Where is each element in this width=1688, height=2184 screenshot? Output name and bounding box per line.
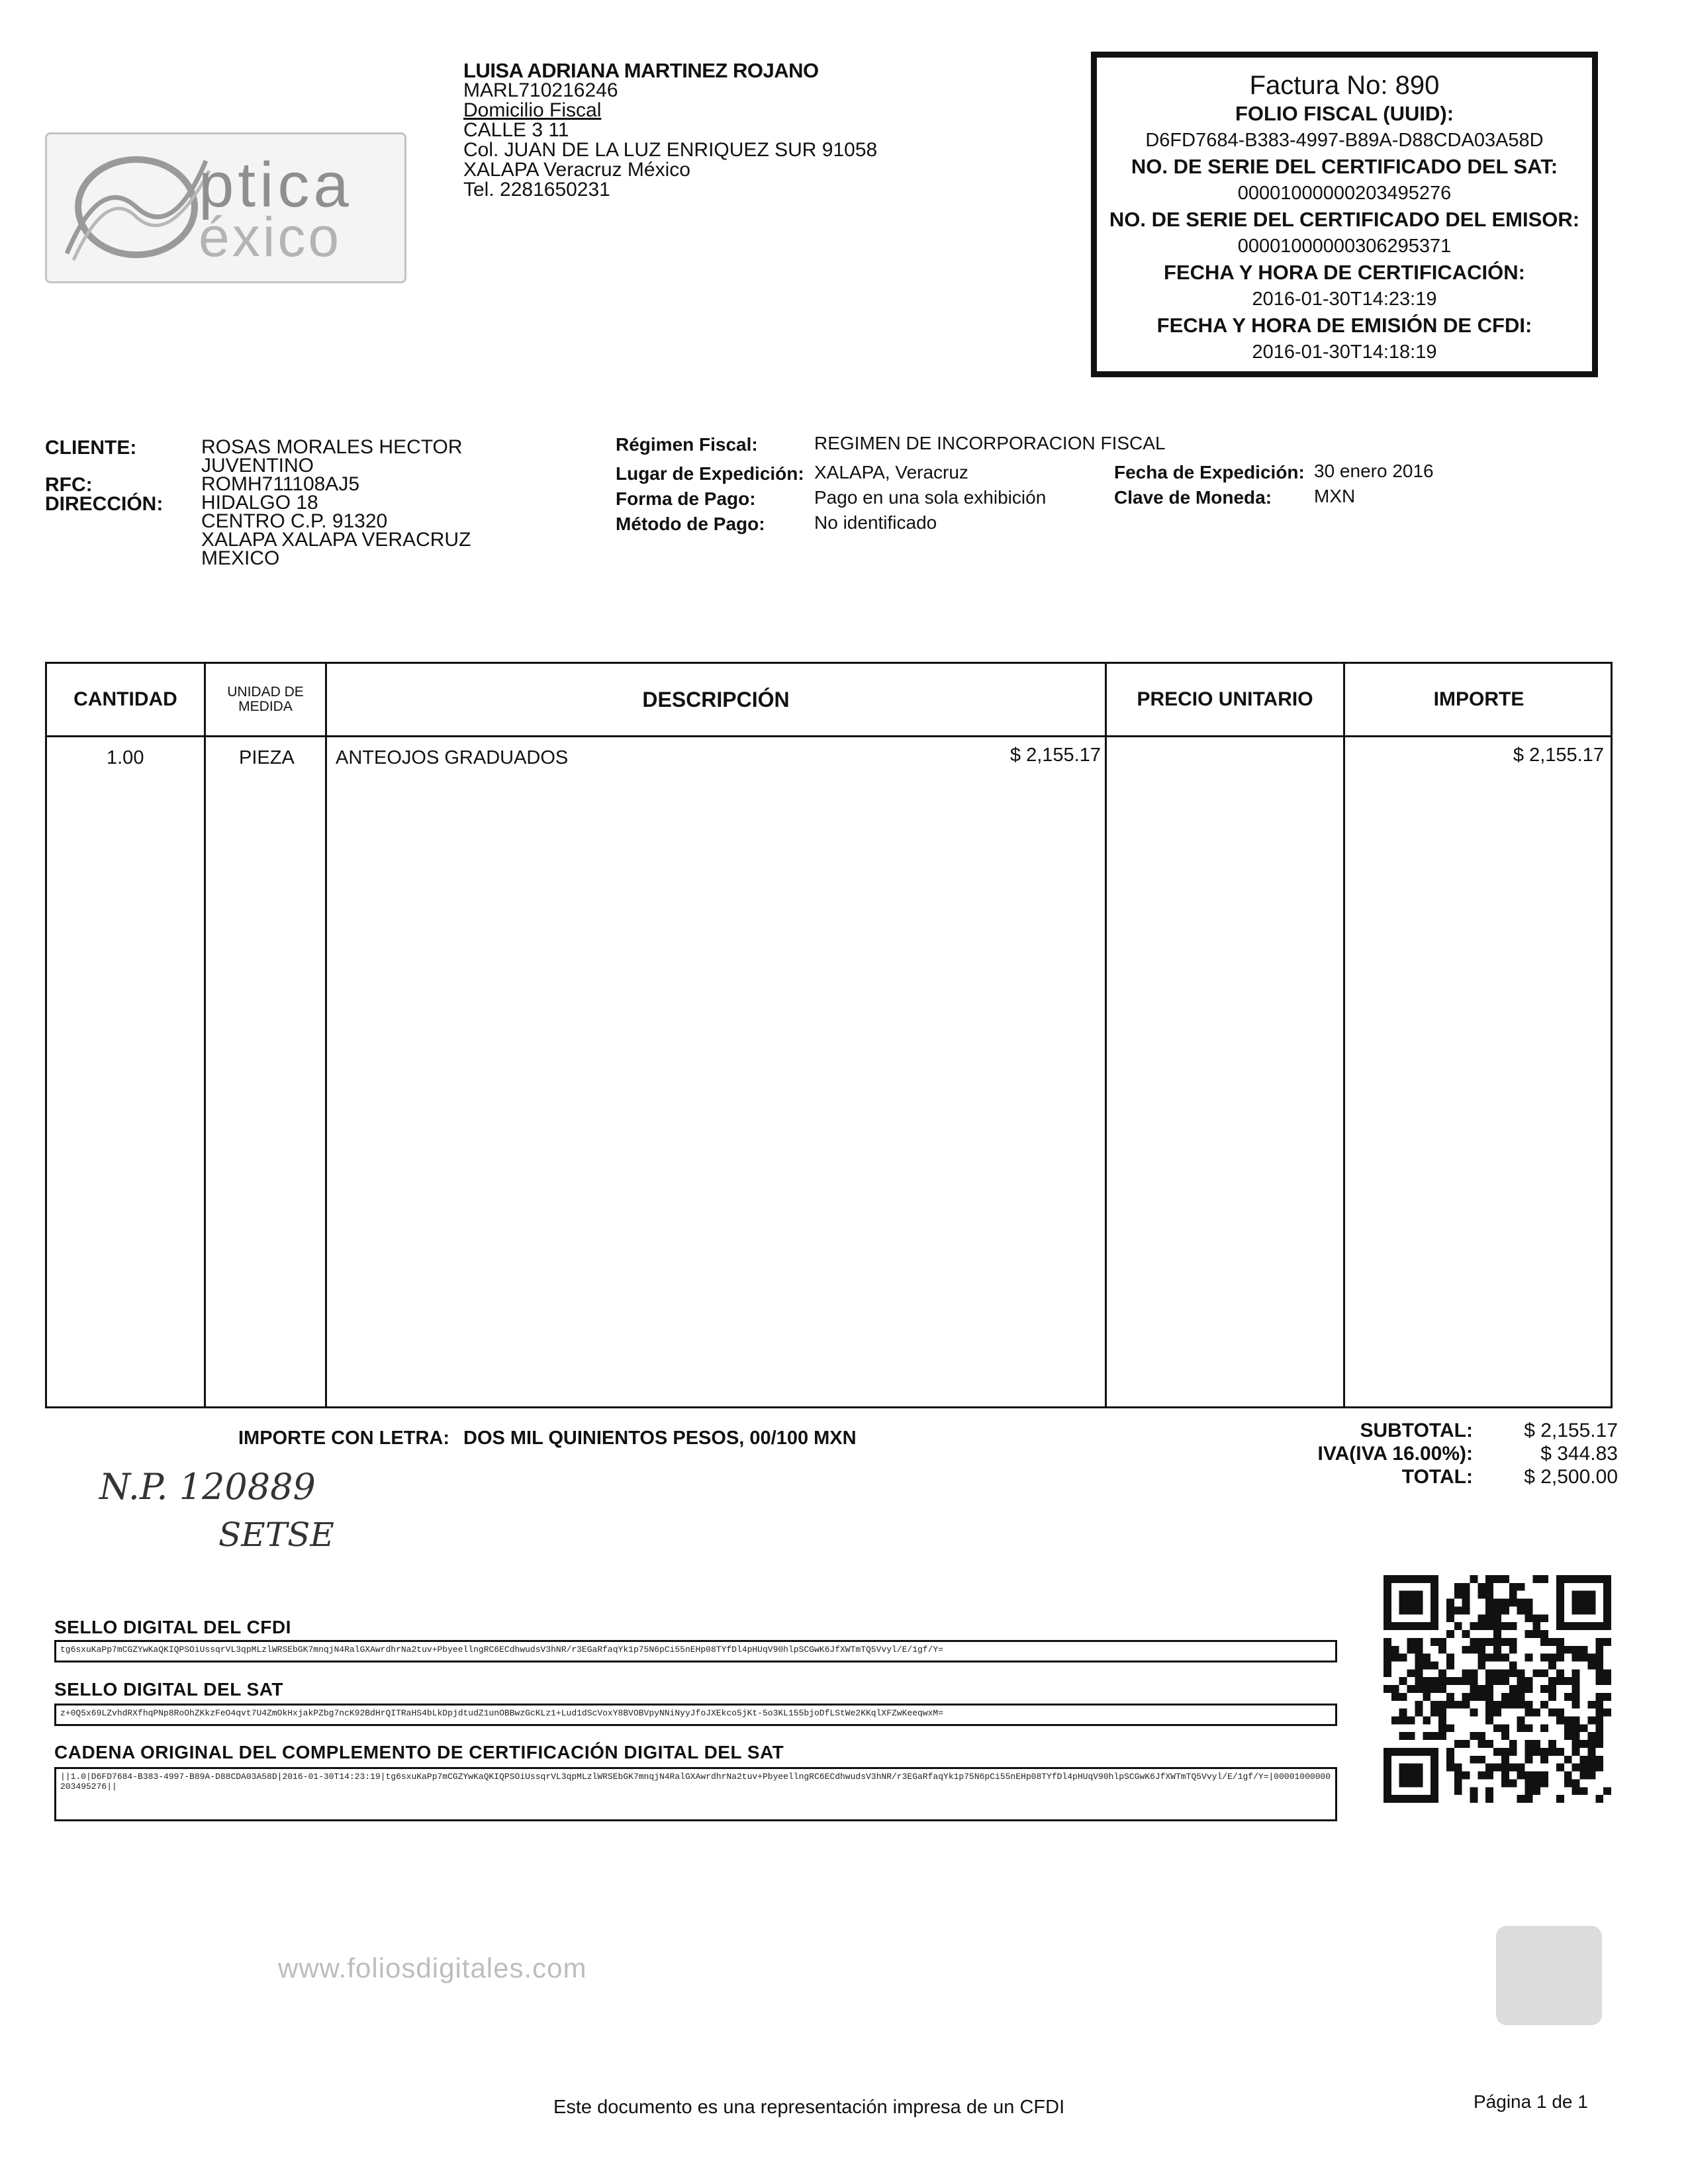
logo-emblem-icon <box>60 148 212 267</box>
header-descripcion: DESCRIPCIÓN <box>642 687 790 711</box>
uuid-value: D6FD7684-B383-4997-B89A-D88CDA03A58D <box>1145 130 1544 151</box>
emisor-cert-label: NO. DE SERIE DEL CERTIFICADO DEL EMISOR: <box>1109 208 1580 231</box>
header-unidad-line1: UNIDAD DE <box>227 684 304 700</box>
items-table <box>45 662 1613 1408</box>
client-label: CLIENTE: <box>45 437 137 459</box>
rfc-label: RFC: <box>45 474 93 496</box>
emisor-cert-value: 00001000000306295371 <box>1237 236 1452 257</box>
emission-date-value: 2016-01-30T14:18:19 <box>1252 341 1437 363</box>
client-name-line2: JUVENTINO <box>201 455 314 477</box>
pac-seal-icon <box>1496 1926 1602 2025</box>
issuer-name: LUISA ADRIANA MARTINEZ ROJANO <box>463 59 819 82</box>
amount-letters-label: IMPORTE CON LETRA: <box>238 1428 449 1449</box>
cadena-value: ||1.0|D6FD7684-B383-4997-B89A-D88CDA03A58D|2016-01-30T14:23:19|tg6sxuKaPp7mCGZYwKaQKIQPSOiUssqrVL3qpMLzlWRSEbGK7mnqjN4RalGXAwrdhrNa2tuv+PbyeellngRC6ECdhwudsV3hNR/r3EGaRfaqYk1p75N6pCi55nEHp08TYfDl4pHUqV90hlpSCGwK6JfXWTmTQ5Vvyl/E/1gf/Y=|00001000000203495276|| <box>54 1767 1337 1821</box>
metodo-label: Método de Pago: <box>616 514 765 534</box>
watermark-site: www.foliosdigitales.com <box>278 1952 587 1983</box>
subtotal-label: SUBTOTAL: <box>1360 1420 1473 1441</box>
issuer-rfc: MARL710216246 <box>463 79 618 101</box>
issuer-colonia: Col. JUAN DE LA LUZ ENRIQUEZ SUR 91058 <box>463 139 878 161</box>
header-precio: PRECIO UNITARIO <box>1137 688 1313 710</box>
sello-cfdi-value: tg6sxuKaPp7mCGZYwKaQKIQPSOiUssqrVL3qpMLzlWRSEbGK7mnqjN4RalGXAwrdhrNa2tuv+PbyeellngRC6ECdhwudsV3hNR/r3EGaRfaqYk1p75N6pCi55nEHp08TYfDl4pHUqV90hlpSCGwK6JfXWTmTQ5Vvyl/E/1gf/Y= <box>54 1640 1337 1662</box>
metodo-value: No identificado <box>814 512 937 533</box>
issuer-fiscal-label: Domicilio Fiscal <box>463 99 602 121</box>
logo-text-line2: éxico <box>199 206 342 268</box>
regimen-value: REGIMEN DE INCORPORACION FISCAL <box>814 433 1166 453</box>
header-unidad <box>206 664 325 735</box>
amount-letters-value: DOS MIL QUINIENTOS PESOS, 00/100 MXN <box>463 1428 857 1449</box>
client-address-block <box>201 438 471 568</box>
sello-cfdi-label: SELLO DIGITAL DEL CFDI <box>54 1617 291 1637</box>
client-name-line1: ROSAS MORALES HECTOR <box>201 436 463 458</box>
issuer-phone: Tel. 2281650231 <box>463 179 610 201</box>
header-cantidad: CANTIDAD <box>73 688 177 710</box>
row-unidad: PIEZA <box>239 747 295 768</box>
cert-date-value: 2016-01-30T14:23:19 <box>1252 289 1437 310</box>
emission-date-label: FECHA Y HORA DE EMISIÓN DE CFDI: <box>1156 314 1532 337</box>
client-address-line4: MEXICO <box>201 547 280 569</box>
moneda-label: Clave de Moneda: <box>1114 487 1272 508</box>
client-address-line3: XALAPA XALAPA VERACRUZ <box>201 529 471 551</box>
uuid-label: FOLIO FISCAL (UUID): <box>1235 102 1454 125</box>
sello-sat-label: SELLO DIGITAL DEL SAT <box>54 1679 283 1700</box>
sat-cert-label: NO. DE SERIE DEL CERTIFICADO DEL SAT: <box>1131 155 1558 178</box>
row-precio: $ 2,155.17 <box>1009 745 1101 766</box>
handwritten-note-line1: N.P. 120889 <box>99 1466 316 1508</box>
row-cantidad: 1.00 <box>107 747 144 768</box>
total-label: TOTAL: <box>1401 1466 1473 1488</box>
invoice-number: Factura No: 890 <box>1249 71 1440 100</box>
client-address-line2: CENTRO C.P. 91320 <box>201 510 388 532</box>
issuer-street: CALLE 3 11 <box>463 119 569 141</box>
lugar-value: XALAPA, Veracruz <box>814 462 968 482</box>
forma-label: Forma de Pago: <box>616 488 756 509</box>
direccion-label: DIRECCIÓN: <box>45 493 164 515</box>
total-value: $ 2,500.00 <box>1524 1466 1618 1488</box>
subtotal-value: $ 2,155.17 <box>1524 1420 1618 1441</box>
moneda-value: MXN <box>1314 486 1356 506</box>
header-unidad-line2: MEDIDA <box>238 699 293 714</box>
issuer-city: XALAPA Veracruz México <box>463 159 690 181</box>
invoice-info-box <box>1091 52 1598 377</box>
header-importe: IMPORTE <box>1433 688 1524 710</box>
sello-sat-value: z+0Q5x69LZvhdRXfhqPNp8RoOhZKkzFeO4qvt7U4ZmOkHxjakPZbg7ncK92BdHrQITRaHS4bLkDpjdtudZ1unOBBwzGcKLz1+Lud1dScVoxY8BVOBVpyNNiNyyJfoJXEkco5jKt-5o3KL155bjoDfLStWe2KKqlXFZwKeeqwxM= <box>54 1704 1337 1726</box>
cert-date-label: FECHA Y HORA DE CERTIFICACIÓN: <box>1164 261 1525 284</box>
sat-cert-value: 00001000000203495276 <box>1237 183 1452 204</box>
page-number: Página 1 de 1 <box>1474 2091 1588 2112</box>
issuer-block <box>463 61 877 200</box>
client-rfc: ROMH711108AJ5 <box>201 473 360 495</box>
cadena-label: CADENA ORIGINAL DEL COMPLEMENTO DE CERTIFICACIÓN DIGITAL DEL SAT <box>54 1742 784 1762</box>
handwritten-note-line2: SETSE <box>218 1516 334 1554</box>
forma-value: Pago en una sola exhibición <box>814 487 1047 508</box>
fecha-value: 30 enero 2016 <box>1314 461 1434 481</box>
iva-value: $ 344.83 <box>1540 1443 1618 1465</box>
qr-code-icon <box>1383 1575 1611 1803</box>
iva-label: IVA(IVA 16.00%): <box>1317 1443 1473 1465</box>
logo-text-line1: ptica <box>199 150 353 220</box>
lugar-label: Lugar de Expedición: <box>616 463 804 484</box>
footer-note: Este documento es una representación impresa de un CFDI <box>553 2097 1065 2118</box>
row-importe: $ 2,155.17 <box>1513 745 1604 766</box>
fecha-label: Fecha de Expedición: <box>1114 462 1305 482</box>
client-address-line1: HIDALGO 18 <box>201 492 318 514</box>
row-descripcion: ANTEOJOS GRADUADOS <box>336 747 569 768</box>
regimen-label: Régimen Fiscal: <box>616 434 758 455</box>
